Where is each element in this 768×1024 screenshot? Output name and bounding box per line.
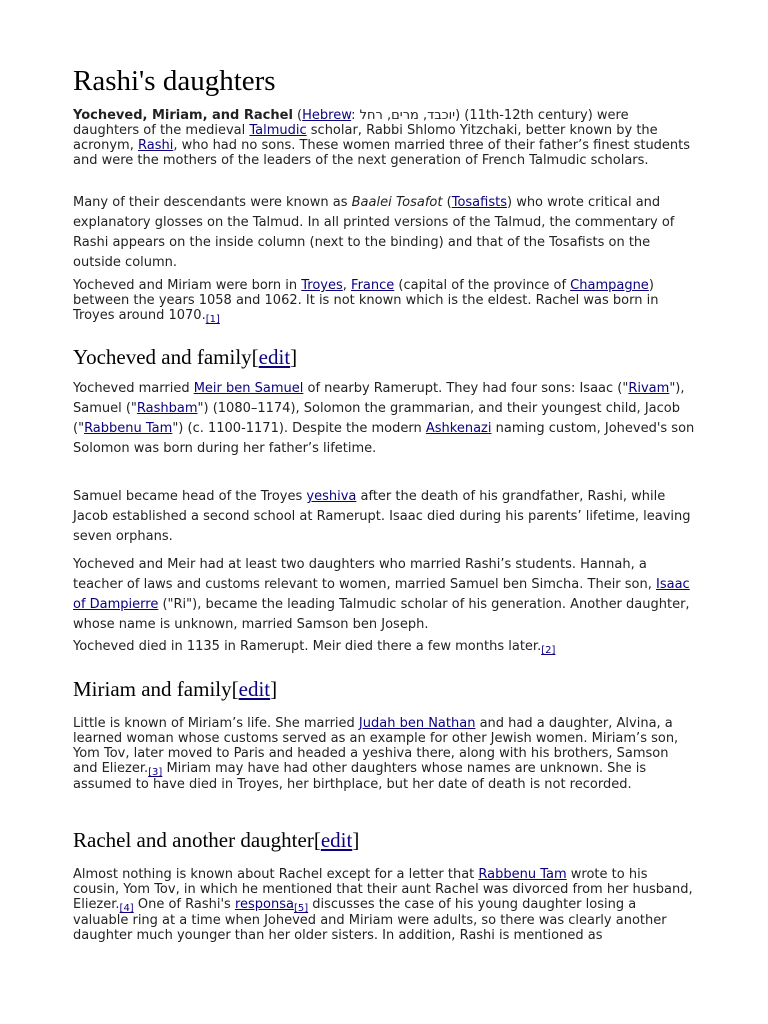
para3-text-4: ) between the years 1058 and 1062. It is not known which is the eldest. Rachel was born in Troyes around 1070.	[73, 278, 659, 323]
s1p1-text-4: ") (1080–1174), Solomon the grammarian, and their youngest child, Jacob ("	[73, 401, 680, 436]
citation-1[interactable]	[206, 314, 220, 325]
intro-text-2: ) (11th-12th century) were daughters of the medieval	[73, 108, 629, 138]
link-responsa[interactable]: responsa	[234, 897, 294, 912]
link-troyes[interactable]: Troyes	[301, 278, 343, 293]
yocheved-paragraph-4	[73, 637, 695, 658]
link-yeshiva[interactable]: yeshiva	[306, 489, 357, 504]
edit-link-rachel[interactable]: edit	[320, 828, 353, 852]
citation-2[interactable]	[541, 645, 555, 656]
link-france[interactable]: France	[351, 278, 395, 293]
yocheved-paragraph-2	[73, 487, 695, 547]
section1-heading-text: Yocheved and family	[73, 345, 252, 369]
section-heading-yocheved: Yocheved and family[edit]	[73, 345, 298, 369]
link-ashkenazi[interactable]: Ashkenazi	[425, 421, 492, 436]
link-hebrew[interactable]: Hebrew	[302, 108, 352, 123]
para2-text-3: ) who wrote critical and explanatory glosses on the Talmud. In all printed versions of the Talmud, the commentary of Rashi appears on the inside column (next to the binding) and that of the Tosafists on the outside column.	[73, 195, 675, 270]
link-champagne[interactable]: Champagne	[570, 278, 649, 293]
s1p3-text-2: ("Ri"), became the leading Talmudic scholar of his generation. Another daughter, whose name is unknown, married Samson ben Joseph.	[73, 597, 690, 632]
intro-bold-names: Yocheved, Miriam, and Rachel	[73, 108, 293, 123]
citation-2-link[interactable]: [2]	[541, 645, 556, 656]
s3p1-text-2: wrote to his cousin, Yom Tov, in which he mentioned that their aunt Rachel was divorced from her husband, Eliezer.	[73, 867, 693, 912]
citation-3-link[interactable]: [3]	[148, 767, 163, 778]
link-rashi[interactable]: Rashi	[138, 138, 174, 153]
intro-text-3: scholar, Rabbi Shlomo Yitzchaki, better known by the acronym,	[73, 123, 658, 153]
s3p1-text-3: One of Rashi's	[133, 897, 235, 912]
s3p1-text-4: discusses the case of his young daughter losing a valuable ring at a time when Joheved and Miriam were adults, so there was clearly another daughter much younger than her older sisters. In addition, Rashi is mentioned as	[73, 897, 667, 943]
citation-3[interactable]	[148, 767, 162, 778]
citation-5-link[interactable]: [5]	[293, 903, 309, 914]
rachel-paragraph	[73, 867, 695, 943]
birth-paragraph	[73, 278, 695, 324]
s3p1-text-1: Almost nothing is known about Rachel except for a letter that	[73, 867, 479, 882]
section3-heading-text: Rachel and another daughter	[73, 828, 314, 852]
link-rivam[interactable]: Rivam	[628, 381, 670, 396]
s1p2-text-2: after the death of his grandfather, Rashi, while Jacob established a second school at Ramerupt. Isaac died during his parents’ lifetime, leaving seven orphans.	[73, 489, 691, 544]
yocheved-paragraph-3	[73, 555, 695, 635]
s1p1-text-3: "), Samuel ("	[73, 381, 685, 416]
para3-text-2: ,	[342, 278, 352, 293]
para3-text-1: Yocheved and Miriam were born in	[73, 278, 302, 293]
section-heading-miriam: Miriam and family[edit]	[73, 677, 278, 701]
para3-text-3: (capital of the province of	[394, 278, 571, 293]
citation-5[interactable]	[294, 903, 308, 914]
intro-text-1: (	[292, 108, 303, 123]
citation-1-link[interactable]: [1]	[205, 314, 220, 325]
miriam-paragraph	[73, 716, 695, 792]
s1p2-text-1: Samuel became head of the Troyes	[73, 489, 307, 504]
link-rabbenu-tam-2[interactable]: Rabbenu Tam	[478, 867, 567, 882]
s1p3-text-1: Yocheved and Meir had at least two daughters who married Rashi’s students. Hannah, a teacher of laws and customs relevant to women, married Samuel ben Simcha. Their son,	[73, 557, 657, 592]
s2p1-text-2: and had a daughter, Alvina, a learned woman whose customs served as an example for other Jewish women. Miriam’s son, Yom Tov, later moved to Paris and headed a yeshiva there, along with his brothers, Samson and Eliezer.	[73, 716, 679, 776]
link-rabbenu-tam[interactable]: Rabbenu Tam	[84, 421, 173, 436]
edit-link-miriam[interactable]: edit	[238, 677, 271, 701]
tosafists-paragraph	[73, 193, 695, 273]
link-rashbam[interactable]: Rashbam	[136, 401, 198, 416]
link-talmudic[interactable]: Talmudic	[249, 123, 307, 138]
link-judah-ben-nathan[interactable]: Judah ben Nathan	[358, 716, 476, 731]
para2-text-1: Many of their descendants were known as	[73, 195, 352, 210]
citation-4-link[interactable]: [4]	[119, 903, 134, 914]
link-isaac-of-dampierre[interactable]: Isaac of Dampierre	[73, 577, 690, 612]
s1p1-text-6: naming custom, Joheved's son Solomon was born during her father’s lifetime.	[73, 421, 695, 456]
s2p1-text-1: Little is known of Miriam’s life. She married	[73, 716, 359, 731]
link-tosafists[interactable]: Tosafists	[451, 195, 507, 210]
yocheved-paragraph-1	[73, 379, 695, 459]
page-title: Rashi's daughters	[73, 65, 276, 97]
intro-text-4: , who had no sons. These women married three of their father’s finest students and were the mothers of the leaders of the next generation of French Talmudic scholars.	[73, 138, 691, 168]
link-meir-ben-samuel[interactable]: Meir ben Samuel	[193, 381, 304, 396]
s1p1-text-1: Yocheved married	[73, 381, 194, 396]
para2-text-2: (	[442, 195, 452, 210]
section-heading-rachel: Rachel and another daughter[edit]	[73, 828, 360, 852]
s2p1-text-3: Miriam may have had other daughters whose names are unknown. She is assumed to have died in Troyes, her birthplace, but her date of death is not recorded.	[73, 761, 647, 792]
edit-link-yocheved[interactable]: edit	[258, 345, 291, 369]
baalei-tosafot-italic: Baalei Tosafot	[351, 195, 443, 210]
s1p1-text-2: of nearby Ramerupt. They had four sons: Isaac ("	[303, 381, 629, 396]
s1p1-text-5: ") (c. 1100-1171). Despite the modern	[172, 421, 426, 436]
s1p4-text-1: Yocheved died in 1135 in Ramerupt. Meir died there a few months later.	[73, 639, 542, 654]
citation-4[interactable]	[120, 903, 134, 914]
intro-paragraph	[73, 108, 695, 168]
section2-heading-text: Miriam and family	[73, 677, 232, 701]
hebrew-text: : יוכבד, מרים, רחל	[351, 108, 456, 123]
